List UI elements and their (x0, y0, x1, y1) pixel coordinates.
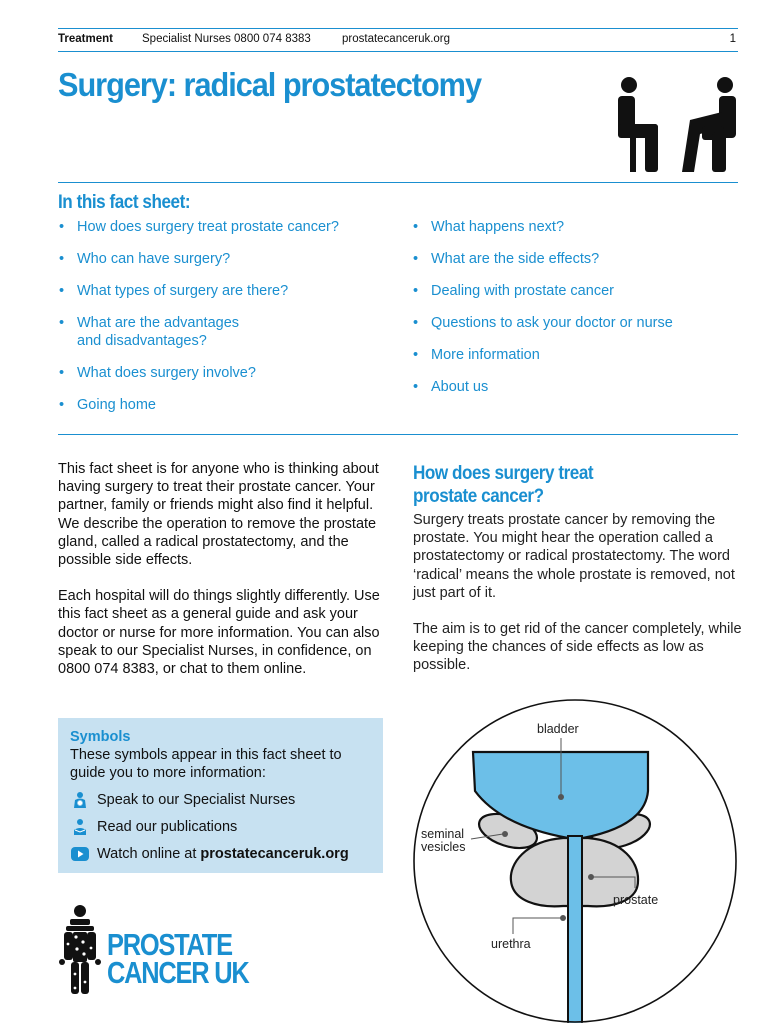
toc-link-more-info[interactable]: • More information (431, 346, 540, 364)
symbol-label: Read our publications (97, 819, 238, 835)
page-title: Surgery: radical prostatectomy (58, 66, 482, 103)
toc-link-who-can[interactable]: • Who can have surgery? (77, 250, 230, 268)
symbol-row-nurses (70, 791, 371, 809)
symbols-box (58, 718, 383, 873)
label-bladder: bladder (537, 722, 579, 736)
toc-link-questions[interactable]: • Questions to ask your doctor or nurse (431, 314, 673, 332)
page-number: 1 (729, 33, 736, 45)
symbol-row-watch (70, 845, 371, 863)
toc-link-going-home[interactable]: • Going home (77, 396, 156, 414)
label-vesicles: vesicles (421, 840, 466, 854)
section-body (413, 511, 745, 693)
intro-paragraph: Each hospital will do things slightly differently. Use this fact sheet as a general guide and ask your doctor or nurse for more information. You can also speak to our Specialist Nurses, in confidence, on 0800 074 8383, or chat to them online. (58, 588, 380, 678)
symbol-label: Speak to our Specialist Nurses (97, 792, 296, 808)
label-urethra: urethra (491, 937, 531, 951)
divider (58, 434, 738, 435)
logo-line: PROSTATE (107, 927, 232, 962)
section-heading (413, 462, 593, 508)
header-website-link[interactable]: prostatecanceruk.org (342, 33, 451, 45)
symbols-title: Symbols (70, 729, 131, 745)
symbols-description: These symbols appear in this fact sheet to guide you to more information: (70, 747, 342, 781)
toc-heading: In this fact sheet: (58, 192, 191, 213)
urethra-shape (568, 836, 582, 1024)
section-paragraph: Surgery treats prostate cancer by removing the prostate. You might hear the operation called a prostatectomy or radical prostatectomy. The word ‘radical’ means the whole prostate is removed, not just part of it. (413, 512, 735, 601)
divider (58, 182, 738, 183)
section-paragraph: The aim is to get rid of the cancer completely, while keeping the chances of side effects as low as possible. (413, 621, 742, 674)
label-prostate: prostate (613, 893, 659, 907)
logo-line: CANCER UK (107, 955, 249, 990)
section-heading-line: prostate cancer? (413, 486, 544, 507)
toc-link-side-effects[interactable]: • What are the side effects? (431, 250, 599, 268)
label-seminal: seminal (421, 827, 465, 841)
toc-link-involve[interactable]: • What does surgery involve? (77, 364, 256, 382)
toc-link-dealing[interactable]: • Dealing with prostate cancer (431, 282, 614, 300)
prostate-diagram (413, 696, 743, 1024)
watch-online-link[interactable]: prostatecanceruk.org (200, 846, 349, 862)
logo-wordmark (107, 927, 249, 990)
header-nurses-phone[interactable]: Specialist Nurses 0800 074 8383 (142, 33, 311, 45)
toc-link-how-surgery[interactable]: • How does surgery treat prostate cancer? (77, 218, 339, 236)
nurse-icon (70, 791, 90, 809)
toc-link-types[interactable]: • What types of surgery are there? (77, 282, 288, 300)
header-top-rule (58, 28, 738, 29)
intro-paragraph: This fact sheet is for anyone who is thinking about having surgery to treat their prostate cancer. Your partner, family or friends might also find it helpful. We describe the operation to remove the prostate gland, called a radical prostatectomy, and the possible side effects. (58, 461, 379, 569)
toc-link-advantages[interactable]: • What are the advantages (77, 314, 239, 332)
symbol-row-publications (70, 818, 371, 836)
reader-icon (70, 818, 90, 836)
section-heading-line: How does surgery treat (413, 463, 594, 484)
consultation-icon (612, 72, 742, 174)
intro-text (58, 460, 388, 696)
play-icon (70, 845, 90, 863)
header-bottom-rule (58, 51, 738, 52)
toc-link-advantages-cont[interactable]: and disadvantages? (77, 333, 207, 349)
header-category: Treatment (58, 33, 113, 45)
toc-link-what-next[interactable]: • What happens next? (431, 218, 564, 236)
toc-link-about-us[interactable]: • About us (431, 378, 488, 396)
symbol-label: Watch online at (97, 846, 197, 862)
page-header (58, 33, 738, 47)
